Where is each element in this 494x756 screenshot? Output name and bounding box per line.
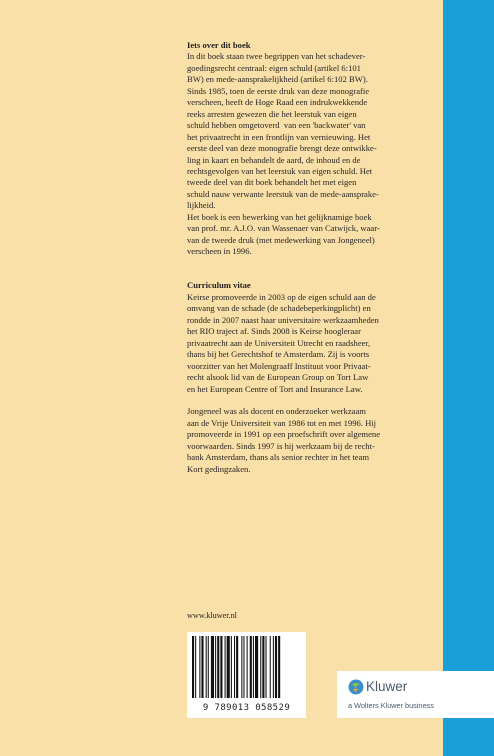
- text-line: schuld nauw verwante leerstuk van de mede-aansprake-: [187, 188, 379, 199]
- barcode-bar: [227, 636, 230, 698]
- text-line: Kort gedingzaken.: [187, 463, 251, 474]
- barcode-bar: [243, 636, 244, 698]
- cv-paragraph-keirse: [187, 292, 435, 395]
- text-line: verscheen in 1996.: [187, 246, 252, 257]
- barcode-bar: [260, 636, 261, 698]
- text-line: BW) en mede-aansprakelijkheid (artikel 6:102 BW).: [187, 74, 368, 85]
- text-line: reeks arresten gewezen die het leerstuk van eigen: [187, 108, 357, 119]
- barcode-bar: [236, 636, 238, 698]
- kluwer-globe-icon: [348, 679, 364, 695]
- text-line: tweede deel van dit boek behandelt het met eigen: [187, 177, 357, 188]
- text-line: rondde in 2007 naast haar universitaire werkzaamheden: [187, 314, 379, 325]
- barcode-bar: [195, 636, 196, 698]
- barcode-bar: [266, 636, 267, 698]
- barcode-bar: [208, 636, 209, 698]
- text-line: thans bij het Gerechtshof te Amsterdam. Zij is voorts: [187, 349, 370, 360]
- text-line: voorwaarden. Sinds 1997 is hij werkzaam bij de recht-: [187, 440, 375, 451]
- barcode-bar: [206, 636, 207, 698]
- barcode-bar: [247, 636, 248, 698]
- barcode-bar: [275, 636, 277, 698]
- isbn-barcode: [187, 632, 306, 718]
- isbn-number: 9 789013 058529: [202, 703, 291, 713]
- text-line: ling in kaart en behandelt de aard, de inhoud en de: [187, 154, 361, 165]
- barcode-bar: [270, 636, 271, 698]
- cv-paragraph-jongeneel: [187, 406, 435, 475]
- text-line: en het European Centre of Tort and Insurance Law.: [187, 383, 363, 394]
- barcode-bar: [255, 636, 258, 698]
- text-line: schuld hebben omgetoverd van een 'backwater' van: [187, 120, 366, 131]
- cv-heading: Curriculum vitae: [187, 280, 251, 291]
- barcode-bar: [225, 636, 226, 698]
- barcode-bar: [217, 636, 219, 698]
- barcode-bar: [199, 636, 200, 698]
- text-line: In dit boek staan twee begrippen van het schadever-: [187, 51, 366, 62]
- publisher-logo-box: [337, 671, 494, 718]
- text-line: aan de Vrije Universiteit van 1986 tot en met 1996. Hij: [187, 417, 377, 428]
- website-url: www.kluwer.nl: [187, 611, 237, 620]
- barcode-bar: [278, 636, 280, 698]
- text-line: verscheen, heeft de Hoge Raad een indrukwekkende: [187, 97, 368, 108]
- barcode-bar: [262, 636, 264, 698]
- text-line: het RIO traject af. Sinds 2008 is Keirse hoogleraar: [187, 326, 361, 337]
- barcode-bar: [250, 636, 252, 698]
- text-line: voorzitter van het Molengraaff Instituut voor Privaat-: [187, 360, 371, 371]
- barcode-bar: [231, 636, 232, 698]
- barcode-bar: [211, 636, 214, 698]
- text-line: van de tweede druk (met medewerking van Jongeneel): [187, 234, 375, 245]
- text-line: van prof. mr. A.J.O. van Wassenaer van Catwijck, waar-: [187, 223, 380, 234]
- text-line: privaatrecht aan de Universiteit Utrecht en raadsheer,: [187, 337, 371, 348]
- text-line: goedingsrecht centraal: eigen schuld (artikel 6:101: [187, 62, 361, 73]
- barcode-bar: [201, 636, 203, 698]
- text-line: omvang van de schade (de schadebeperkingplicht) en: [187, 303, 371, 314]
- barcode-bar: [273, 636, 274, 698]
- barcode-bar: [220, 636, 222, 698]
- text-line: het privaatrecht in een frontlijn van vernieuwing. Het: [187, 131, 371, 142]
- publisher-name: Kluwer: [366, 679, 408, 694]
- text-line: rechtsgevolgen van het leerstuk van eigen schuld. Het: [187, 165, 373, 176]
- text-line: bank Amsterdam, thans als senior rechter in het team: [187, 452, 370, 463]
- barcode-bar: [215, 636, 216, 698]
- barcode-bar: [192, 636, 194, 698]
- text-line: Keirse promoveerde in 2003 op de eigen schuld aan de: [187, 291, 376, 302]
- text-line: promoveerde in 1991 op een proefschrift over algemene: [187, 429, 381, 440]
- text-line: Sinds 1985, toen de eerste druk van deze monografie: [187, 85, 370, 96]
- text-line: recht alsook lid van de European Group on Tort Law: [187, 372, 369, 383]
- back-cover-text: [187, 40, 435, 475]
- text-line: lijkheid.: [187, 200, 216, 211]
- text-line: Jongeneel was als docent en onderzoeker werkzaam: [187, 406, 366, 417]
- text-line: Het boek is een bewerking van het gelijknamige boek: [187, 211, 372, 222]
- barcode-bar: [253, 636, 254, 698]
- publisher-tagline: a Wolters Kluwer business: [348, 701, 434, 710]
- about-heading: Iets over dit boek: [187, 40, 251, 50]
- blue-spine-band: [443, 0, 494, 756]
- barcode-bar: [241, 636, 242, 698]
- text-line: eerste deel van deze monografie brengt deze ontwikke-: [187, 143, 377, 154]
- about-text: [187, 51, 435, 257]
- barcode-bars: [189, 634, 304, 702]
- barcode-bar: [234, 636, 235, 698]
